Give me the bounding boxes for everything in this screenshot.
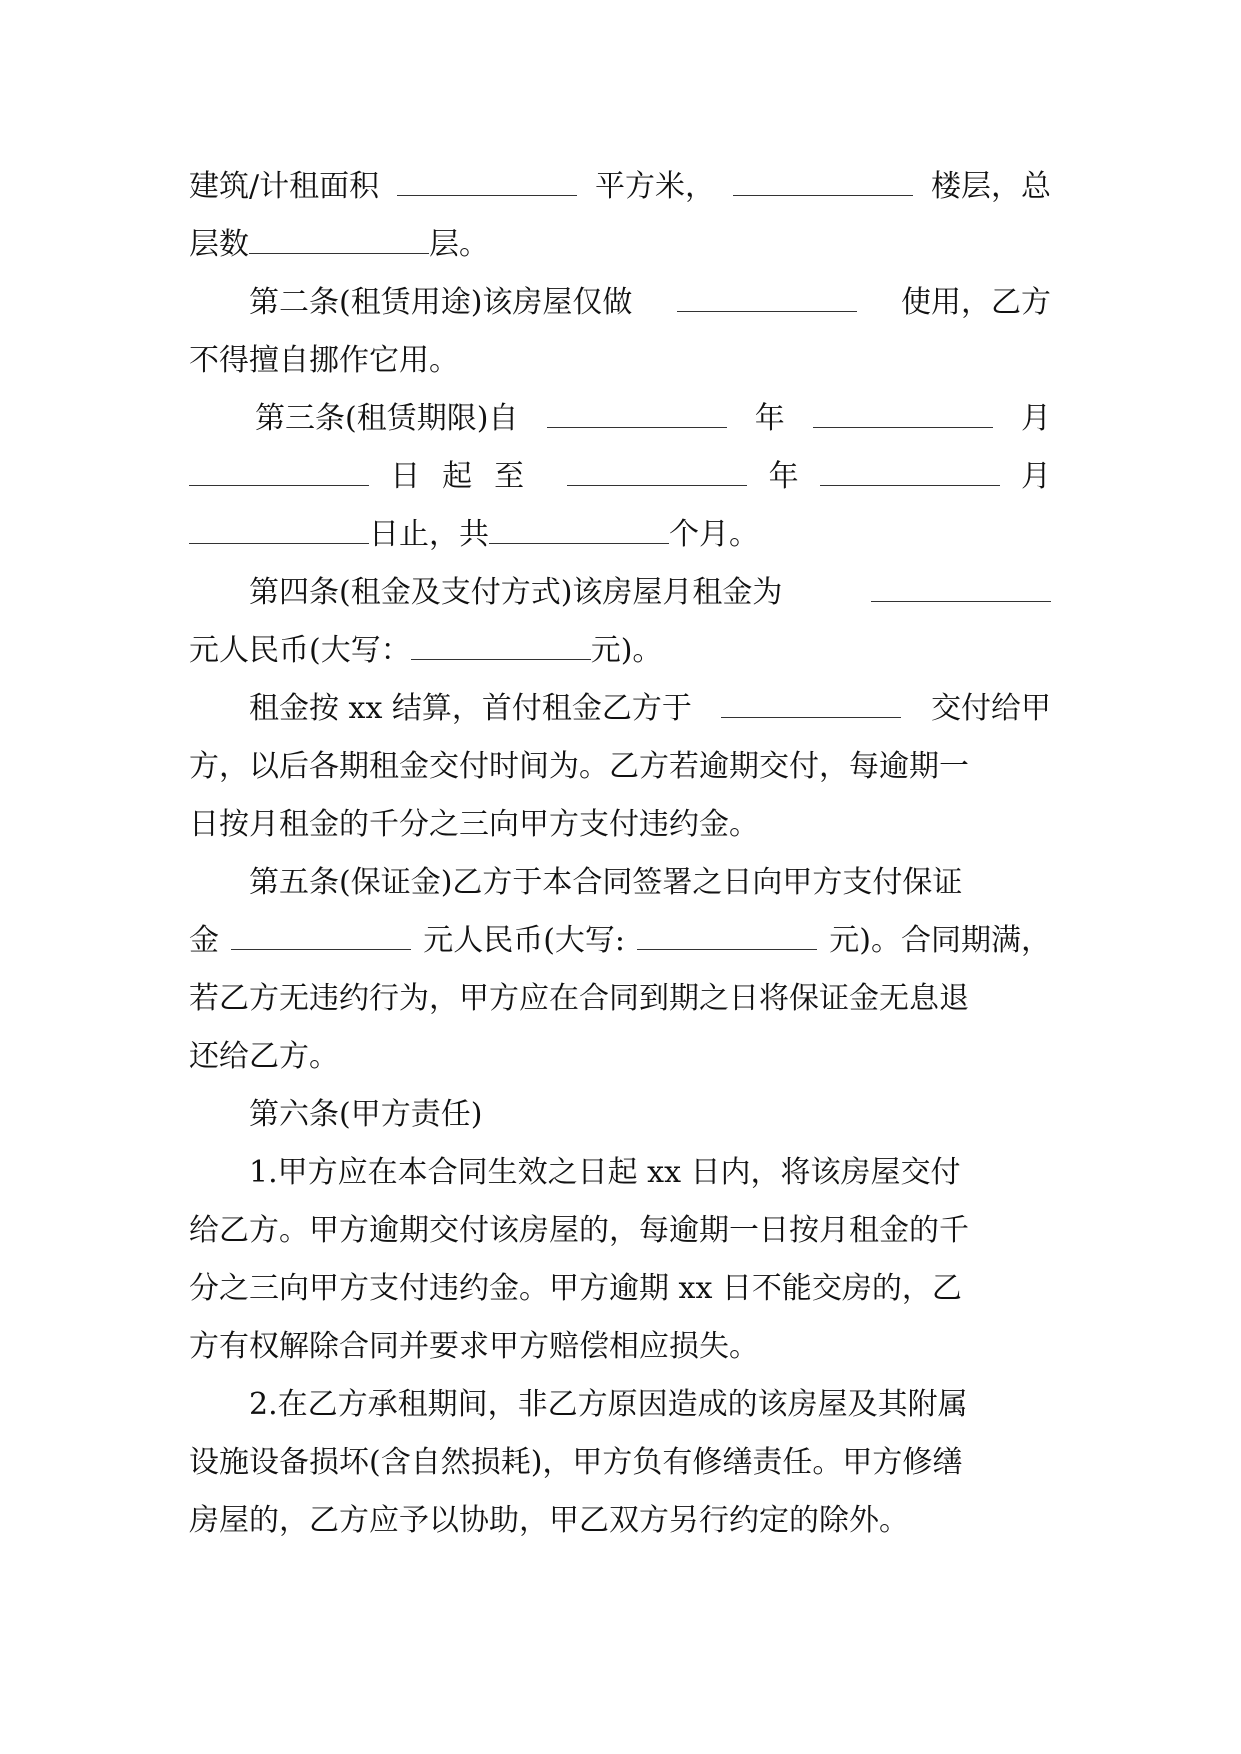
paragraph-rent-settlement (189, 680, 1051, 854)
text-segment: 个月。 (669, 517, 759, 552)
clause-1 (189, 1144, 1051, 1376)
line (189, 274, 1051, 332)
fill-in-blank (820, 484, 1000, 486)
clause-2 (189, 1376, 1051, 1550)
line: 若乙方无违约行为，甲方应在合同到期之日将保证金无息退 (189, 981, 969, 1016)
line: 不得擅自挪作它用。 (189, 343, 459, 378)
paragraph-area (189, 158, 1051, 274)
fill-in-blank (189, 542, 369, 544)
line: 日按月租金的千分之三向甲方支付违约金。 (189, 807, 759, 842)
fill-in-blank (397, 194, 577, 196)
fill-in-blank (189, 484, 369, 486)
line: 分之三向甲方支付违约金。甲方逾期 xx 日不能交房的，乙 (189, 1271, 962, 1306)
text-segment: 层。 (429, 227, 489, 262)
article-2 (189, 274, 1051, 390)
text-segment: 第二条(租赁用途)该房屋仅做 (249, 285, 633, 320)
text-segment: 元)。 (590, 633, 663, 668)
text-segment: 月 (1020, 401, 1051, 436)
text-segment: 日止，共 (369, 517, 489, 552)
line (189, 912, 1051, 970)
line (189, 448, 1051, 506)
text-segment: 使用，乙方 (900, 285, 1051, 320)
text-segment: 楼层，总 (930, 169, 1051, 204)
line: 设施设备损坏(含自然损耗)，甲方负有修缮责任。甲方修缮 (189, 1445, 963, 1480)
fill-in-blank (637, 948, 817, 950)
fill-in-blank (813, 426, 993, 428)
document-page (189, 158, 1051, 1550)
line: 还给乙方。 (189, 1039, 339, 1074)
line: 房屋的，乙方应予以协助，甲乙双方另行约定的除外。 (189, 1503, 909, 1538)
text-segment: 日起至 (390, 459, 547, 494)
text-segment: 交付给甲 (930, 691, 1051, 726)
line (189, 564, 1051, 622)
text-segment: 元)。合同期满， (829, 923, 1051, 958)
text-segment: 年 (754, 401, 785, 436)
fill-in-blank (489, 542, 669, 544)
text-segment: 年 (768, 459, 799, 494)
article-4 (189, 564, 1051, 680)
line (189, 158, 1051, 216)
text-segment: 元人民币(大写: (423, 923, 626, 958)
fill-in-blank (871, 600, 1051, 602)
line: 方有权解除合同并要求甲方赔偿相应损失。 (189, 1329, 759, 1364)
line (189, 506, 1051, 564)
fill-in-blank (547, 426, 727, 428)
text-segment: 金 (189, 923, 219, 958)
line: 第五条(保证金)乙方于本合同签署之日向甲方支付保证 (249, 865, 963, 900)
fill-in-blank (567, 484, 747, 486)
fill-in-blank (733, 194, 913, 196)
line (189, 680, 1051, 738)
line (189, 622, 1051, 680)
text-segment: 第三条(租赁期限)自 (255, 401, 519, 436)
article-6 (189, 1086, 1051, 1144)
fill-in-blank (721, 716, 901, 718)
fill-in-blank (677, 310, 857, 312)
article-3 (189, 390, 1051, 564)
section-heading: 第六条(甲方责任) (249, 1097, 483, 1132)
fill-in-blank (411, 658, 591, 660)
text-segment: 平方米， (595, 169, 716, 204)
fill-in-blank (231, 948, 411, 950)
text-segment: 元人民币(大写： (189, 633, 411, 668)
text-segment: 第四条(租金及支付方式)该房屋月租金为 (249, 575, 783, 610)
line (189, 216, 1051, 274)
text-segment: 租金按 xx 结算，首付租金乙方于 (249, 691, 692, 726)
text-segment: 月 (1020, 459, 1051, 494)
line: 1.甲方应在本合同生效之日起 xx 日内，将该房屋交付 (249, 1155, 961, 1190)
line: 给乙方。甲方逾期交付该房屋的，每逾期一日按月租金的千 (189, 1213, 969, 1248)
line: 2.在乙方承租期间，非乙方原因造成的该房屋及其附属 (249, 1387, 968, 1422)
text-segment: 建筑/计租面积 (189, 169, 380, 204)
fill-in-blank (249, 252, 429, 254)
line (189, 390, 1051, 448)
line: 方，以后各期租金交付时间为。乙方若逾期交付，每逾期一 (189, 749, 969, 784)
text-segment: 层数 (189, 227, 249, 262)
article-5 (189, 854, 1051, 1086)
